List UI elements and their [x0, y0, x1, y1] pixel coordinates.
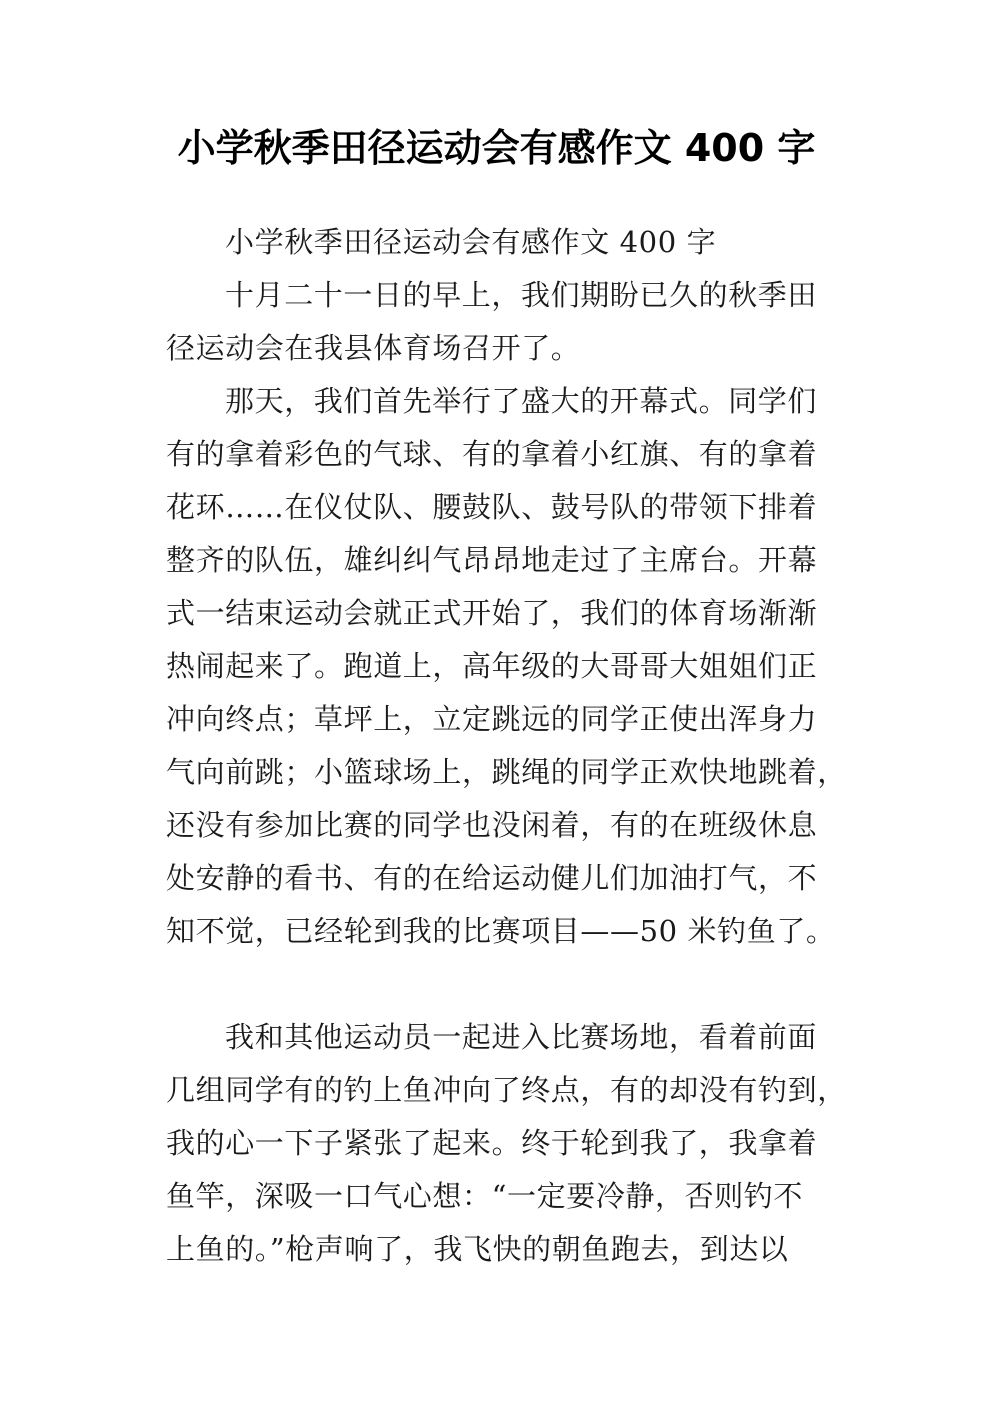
paragraph-1 [166, 269, 846, 375]
text-line: 上鱼的。”枪声响了，我飞快的朝鱼跑去，到达以 [166, 1232, 789, 1266]
document-body [166, 216, 846, 1276]
text-line: 花环……在仪仗队、腰鼓队、鼓号队的带领下排着 [166, 490, 818, 524]
text-line: 还没有参加比赛的同学也没闲着，有的在班级休息 [166, 808, 818, 842]
text-line: 径运动会在我县体育场召开了。 [166, 331, 581, 365]
text-line: 气向前跳；小篮球场上，跳绳的同学正欢快地跳着， [166, 755, 847, 789]
document-title: 小学秋季田径运动会有感作文 400 字 [177, 126, 816, 170]
text-line: 小学秋季田径运动会有感作文 400 字 [225, 225, 717, 259]
paragraph-2 [166, 375, 846, 958]
text-line: 式一结束运动会就正式开始了，我们的体育场渐渐 [166, 596, 818, 630]
paragraph-subtitle [166, 216, 846, 269]
text-line: 知不觉，已经轮到我的比赛项目——50 米钓鱼了。 [166, 914, 836, 948]
text-line: 十月二十一日的早上，我们期盼已久的秋季田 [225, 278, 818, 312]
text-line: 热闹起来了。跑道上，高年级的大哥哥大姐姐们正 [166, 649, 818, 683]
text-line: 鱼竿，深吸一口气心想：“一定要冷静，否则钓不 [166, 1179, 804, 1213]
text-line: 我的心一下子紧张了起来。终于轮到我了，我拿着 [166, 1126, 818, 1160]
text-line: 处安静的看书、有的在给运动健儿们加油打气，不 [166, 861, 818, 895]
text-line: 那天，我们首先举行了盛大的开幕式。同学们 [225, 384, 818, 418]
text-line: 有的拿着彩色的气球、有的拿着小红旗、有的拿着 [166, 437, 818, 471]
paragraph-3 [166, 1011, 846, 1276]
paragraph-spacer [166, 958, 846, 1011]
text-line: 几组同学有的钓上鱼冲向了终点，有的却没有钓到， [166, 1073, 847, 1107]
text-line: 整齐的队伍，雄纠纠气昂昂地走过了主席台。开幕 [166, 543, 818, 577]
text-line: 冲向终点；草坪上，立定跳远的同学正使出浑身力 [166, 702, 818, 736]
text-line: 我和其他运动员一起进入比赛场地，看着前面 [225, 1020, 818, 1054]
